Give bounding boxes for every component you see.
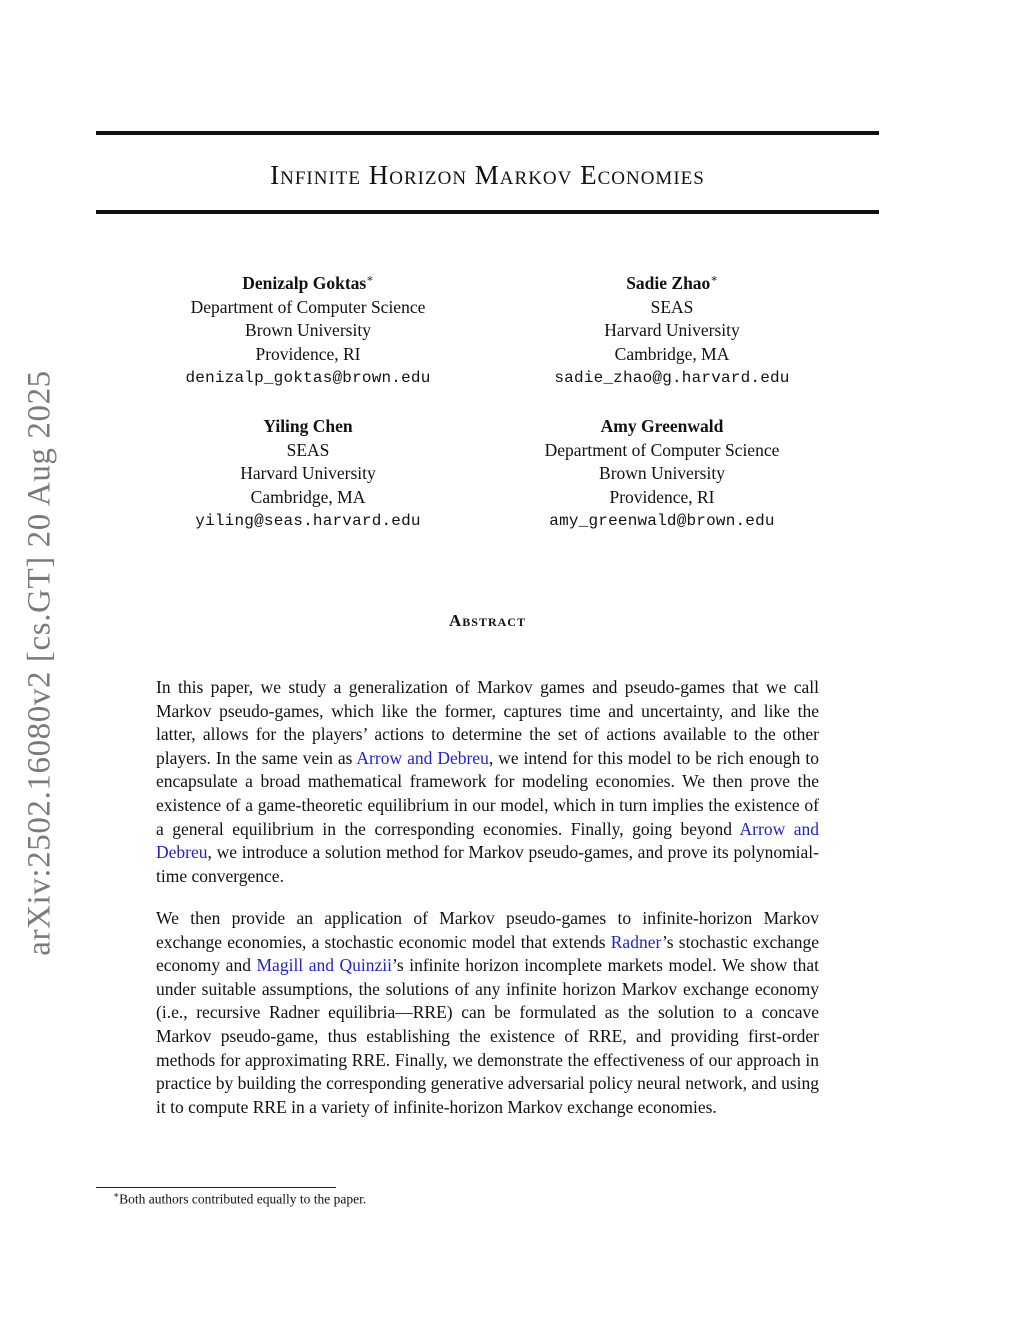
author-block — [497, 411, 827, 534]
author-name: Denizalp Goktas∗ — [242, 272, 374, 293]
abstract-heading: Abstract — [449, 611, 526, 630]
author-name: Amy Greenwald — [600, 415, 724, 436]
author-department: Department of Computer Science — [544, 439, 780, 460]
author-block — [143, 268, 473, 391]
author-location: Providence, RI — [609, 487, 715, 508]
citation-link[interactable]: Radner — [610, 931, 662, 952]
title-top-rule — [96, 131, 879, 135]
title-bottom-rule — [96, 210, 879, 214]
author-email[interactable]: amy_greenwald@brown.edu — [549, 512, 775, 531]
author-location: Providence, RI — [255, 344, 361, 365]
author-name: Sadie Zhao∗ — [626, 272, 718, 293]
arxiv-identifier: arXiv:2502.16080v2 [cs.GT] 20 Aug 2025 — [21, 370, 58, 956]
citation-link[interactable]: Arrow and Debreu — [356, 747, 489, 768]
abstract-paragraph: We then provide an application of Markov pseudo-games to infinite-horizon Markov exchange economies, a stochastic economic model that extends Radner’s stochastic exchange economy and Magill and Quinzii’s infinite horizon incomplete markets model. We show that under suitable assumptions, the solutions of any infinite horizon Markov exchange economy (i.e., recursive Radner equilibria—RRE) can be formulated as the solution to a concave Markov pseudo-game, thus establishing the existence of RRE, and providing first-order methods for approximating RRE. Finally, we demonstrate the effectiveness of our approach in practice by building the corresponding generative adversarial policy neural network, and using it to compute RRE in a variety of infinite-horizon Markov exchange economies. — [156, 908, 819, 1117]
author-email[interactable]: yiling@seas.harvard.edu — [195, 512, 421, 531]
author-department: SEAS — [650, 296, 694, 317]
author-email[interactable]: denizalp_goktas@brown.edu — [185, 369, 431, 388]
author-email[interactable]: sadie_zhao@g.harvard.edu — [554, 369, 790, 388]
author-institution: Harvard University — [604, 320, 740, 341]
author-institution: Brown University — [245, 320, 371, 341]
footnote: ∗Both authors contributed equally to the paper. — [113, 1190, 367, 1207]
author-institution: Brown University — [599, 463, 725, 484]
author-location: Cambridge, MA — [614, 344, 730, 365]
citation-link[interactable]: Arrow and Debreu — [156, 818, 820, 863]
footnote-rule — [96, 1187, 336, 1188]
author-location: Cambridge, MA — [250, 487, 366, 508]
author-institution: Harvard University — [240, 463, 376, 484]
author-department: Department of Computer Science — [190, 296, 426, 317]
author-name: Yiling Chen — [263, 415, 353, 436]
author-department: SEAS — [286, 439, 330, 460]
author-block — [143, 411, 473, 534]
author-block — [507, 268, 837, 391]
citation-link[interactable]: Magill and Quinzii — [256, 955, 392, 976]
paper-title: Infinite Horizon Markov Economies — [270, 160, 705, 190]
abstract-paragraph: In this paper, we study a generalization of Markov games and pseudo-games that we call Markov pseudo-games, which like the former, captures time and uncertainty, and like the latter, allows for the players’ actions to determine the set of actions available to the other players. In the same vein as Arrow and Debreu, we intend for this model to be rich enough to encapsulate a broad mathematical framework for modeling economies. We then prove the existence of a game-theoretic equilibrium in our model, which in turn implies the existence of a general equilibrium in the corresponding economies. Finally, going beyond Arrow and Debreu, we introduce a solution method for Markov pseudo-games, and prove its polynomial-time convergence. — [156, 677, 820, 886]
